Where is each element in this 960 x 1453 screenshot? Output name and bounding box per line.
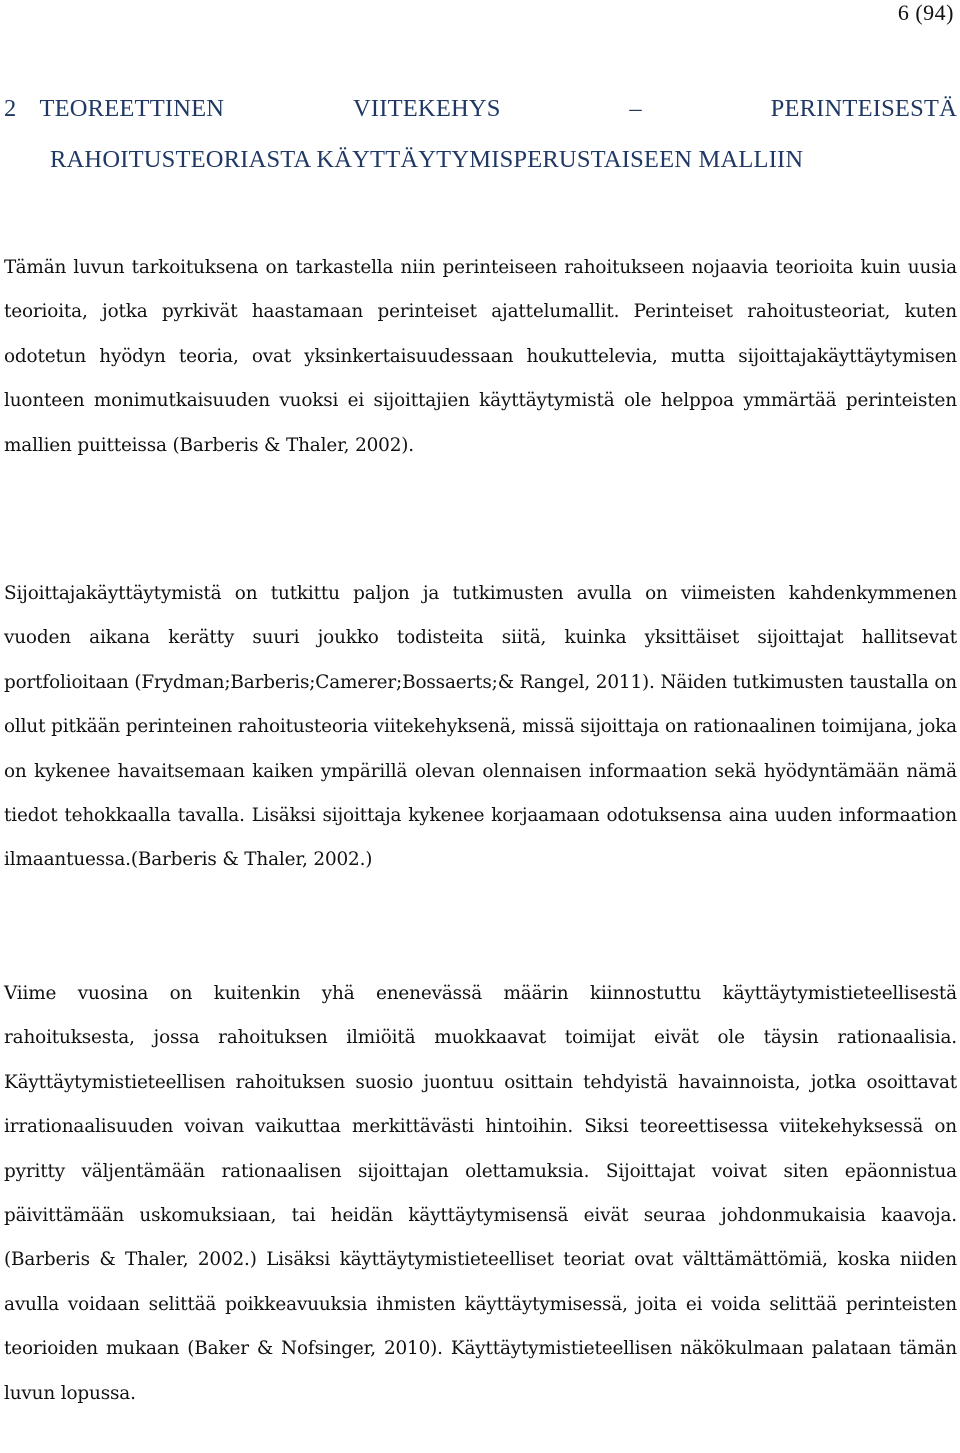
- page-number: 6 (94): [897, 0, 954, 25]
- heading-word-1: TEOREETTINEN: [39, 95, 225, 122]
- heading-number-and-title: [4, 92, 224, 126]
- section-heading: [4, 92, 957, 126]
- body-paragraph: Tämän luvun tarkoituksena on tarkastella niin perinteiseen rahoitukseen nojaavia teorioita kuin uusia teorioita, jotka pyrkivät haastamaan perinteiset ajattelumallit. Perinteiset rahoitusteoriat, kuten odotetun hyödyn teoria, ovat yksinkertaisuudessaan houkuttelevia, mutta sijoittajakäyttäytymisen luonteen monimutkaisuuden vuoksi ei sijoittajien käyttäytymistä ole helppoa ymmärtää perinteisten mallien puitteissa (Barberis & Thaler, 2002).: [4, 257, 957, 456]
- heading-number: 2: [4, 95, 17, 122]
- heading-word-2: VIITEKEHYS: [352, 95, 501, 122]
- section-heading-line-2: [4, 143, 957, 177]
- heading-word-3: PERINTEISESTÄ: [770, 95, 957, 122]
- heading-line-2-text: RAHOITUSTEORIASTA KÄYTTÄYTYMISPERUSTAISEEN MALLIIN: [50, 146, 804, 173]
- heading-dash: –: [629, 95, 642, 122]
- body-paragraph: Sijoittajakäyttäytymistä on tutkittu paljon ja tutkimusten avulla on viimeisten kahdenkymmenen vuoden aikana kerätty suuri joukko todisteita siitä, kuinka yksittäiset sijoittajat hallitsevat portfolioitaan (Frydman;Barberis;Camerer;Bossaerts;& Rangel, 2011). Näiden tutkimusten taustalla on ollut pitkään perinteinen rahoitusteoria viitekehyksenä, missä sijoittaja on rationaalinen toimijana, joka on kykenee havaitsemaan kaiken ympärillä olevan olennaisen informaation sekä hyödyntämään nämä tiedot tehokkaalla tavalla. Lisäksi sijoittaja kykenee korjaamaan odotuksensa aina uuden informaation ilmaantuessa.(Barberis & Thaler, 2002.): [4, 583, 957, 871]
- body-paragraph: Viime vuosina on kuitenkin yhä enenevässä määrin kiinnostuttu käyttäytymistieteellisestä rahoituksesta, jossa rahoituksen ilmiöitä muokkaavat toimijat eivät ole täysin rationaalisia. Käyttäytymistieteellisen rahoituksen suosio juontuu osittain tehdyistä havainnoista, jotka osoittavat irrationaalisuuden voivan vaikuttaa merkittävästi hintoihin. Siksi teoreettisessa viitekehyksessä on pyritty väljentämään rationaalisen sijoittajan olettamuksia. Sijoittajat voivat siten epäonnistua päivittämään uskomuksiaan, tai heidän käyttäytymisensä eivät seuraa johdonmukaisia kaavoja. (Barberis & Thaler, 2002.) Lisäksi käyttäytymistieteelliset teoriat ovat välttämättömiä, koska niiden avulla voidaan selittää poikkeavuuksia ihmisten käyttäytymisessä, joita ei voida selittää perinteisten teorioiden mukaan (Baker & Nofsinger, 2010). Käyttäytymistieteellisen näkökulmaan palataan tämän luvun lopussa.: [4, 983, 957, 1404]
